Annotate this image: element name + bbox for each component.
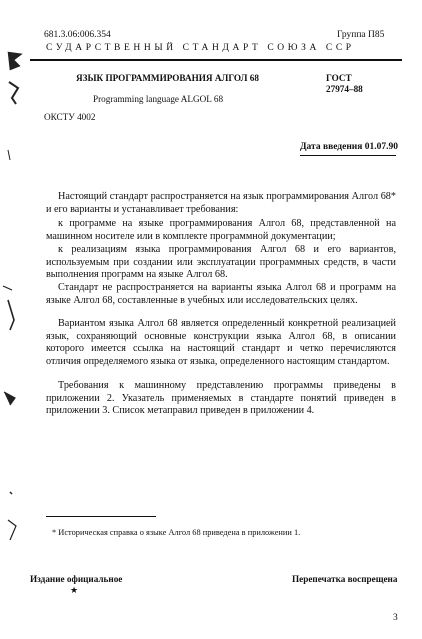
scan-mark [3, 286, 12, 290]
scan-mark [8, 300, 14, 330]
scan-mark [9, 82, 18, 104]
title-ru: ЯЗЫК ПРОГРАММИРОВАНИЯ АЛГОЛ 68 [76, 73, 259, 83]
star-mark: ★ [70, 585, 79, 595]
header-rule [30, 59, 402, 61]
udc-code: 681.3.06:006.354 [44, 30, 111, 40]
gost-number: 27974–88 [326, 84, 363, 94]
effective-date-label: Дата введения [300, 142, 363, 152]
standard-banner: СУДАРСТВЕННЫЙ СТАНДАРТ СОЮЗА ССР [46, 43, 355, 53]
date-rule [300, 155, 396, 156]
scan-mark [4, 392, 15, 405]
paragraph-variant-definition: Вариантом языка Алгол 68 является определенный конкретной реализацией язык, сохраняющий основные конструкции языка Алгол 68, в описании которого имеется ссылка на настоящий стандарт и четко перечисляются отличия определяемого языка от языка, определенного настоящим стандартом. [46, 318, 396, 367]
footnote-rule [46, 516, 156, 517]
scan-mark [8, 520, 16, 540]
paragraph-implementation-requirements: к реализациям языка программирования Алгол 68 и его вариантов, используемым при создании или эксплуатации программных средств, в части выполнения программ на языке Алгол 68. [46, 244, 396, 281]
title-en: Programming language ALGOL 68 [93, 94, 224, 104]
scan-mark [10, 492, 12, 494]
group-code: Группа П85 [337, 30, 385, 40]
okstu-code: ОКСТУ 4002 [44, 112, 96, 122]
footnote: * Историческая справка о языке Алгол 68 приведена в приложении 1. [52, 528, 301, 537]
scan-mark [8, 150, 10, 160]
paragraph-program-requirements: к программе на языке программирования Алгол 68, представленной на машинном носителе или в комплекте программной документации; [46, 218, 396, 242]
paragraph-appendix-references: Требования к машинному представлению программы приведены в приложении 2. Указатель применяемых в стандарте понятий приведен в приложении 3. Список метаправил приведен в приложении 4. [46, 380, 396, 417]
effective-date [300, 142, 398, 152]
effective-date-value: 01.07.90 [364, 142, 399, 152]
scan-mark [8, 52, 22, 70]
reprint-prohibited-label: Перепечатка воспрещена [292, 574, 398, 584]
gost-label: ГОСТ [326, 73, 352, 83]
paragraph-exclusions: Стандарт не распространяется на варианты языка Алгол 68 и программ на языке Алгол 68, составленные в учебных или исследовательских целях. [46, 282, 396, 306]
official-edition-label: Издание официальное [30, 574, 123, 584]
scan-artifacts [0, 0, 30, 639]
page-number: 3 [393, 613, 398, 623]
paragraph-scope: Настоящий стандарт распространяется на язык программирования Алгол 68* и его варианты и устанавливает требования: [46, 191, 396, 215]
